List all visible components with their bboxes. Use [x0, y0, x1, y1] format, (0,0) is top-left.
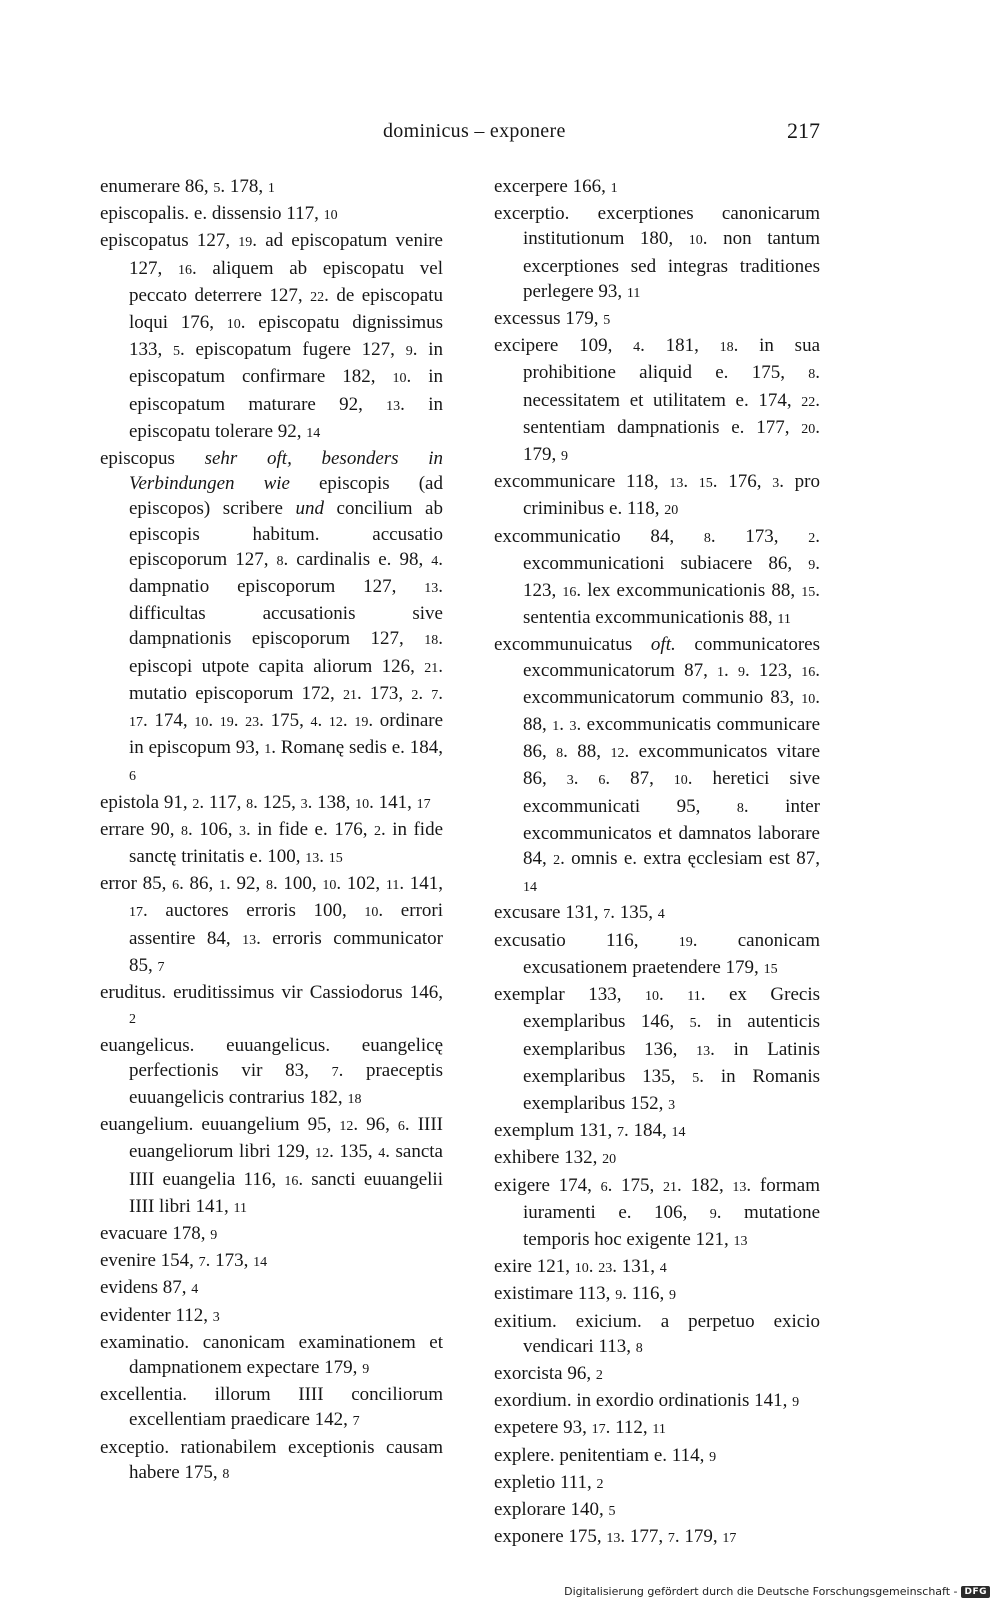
- index-entry: exorcista 96, 2: [494, 1362, 603, 1384]
- index-entry: excommunicare 118, 13. 15. 176, 3. pro criminibus e. 118, 20: [494, 471, 821, 520]
- index-entry: excipere 109, 4. 181, 18. in sua prohibitione aliquid e. 175, 8. necessitatem et utilitatem e. 174, 22. sententiam dampnationis e. 177, 20. 179, 9: [494, 335, 820, 466]
- index-entry: exemplum 131, 7. 184, 14: [494, 1120, 686, 1142]
- running-title: dominicus – exponere: [383, 120, 566, 142]
- footer-text: Digitalisierung gefördert durch die Deutsche Forschungsgemeinschaft -: [564, 1585, 958, 1598]
- index-entry: expetere 93, 17. 112, 11: [494, 1417, 666, 1439]
- index-entry: episcopus sehr oft, besonders in Verbindungen wie episcopis (ad episcopos) scribere und concilium ab episcopis habitum. accusatio episcoporum 127, 8. cardinalis e. 98, 4. dampnatio episcoporum 127, 13. difficultas accusationis sive dampnationis episcoporum 127, 18. episcopi utpote capita aliorum 126, 21. mutatio episcoporum 172, 21. 173, 2. 7. 17. 174, 10. 19. 23. 175, 4. 12. 19. ordinare in episcopum 93, 1. Romanę sedis e. 184, 6: [100, 448, 444, 785]
- index-entry: excessus 179, 5: [494, 308, 611, 330]
- index-entry: excusatio 116, 19. canonicam excusationem praetendere 179, 15: [494, 929, 820, 978]
- index-entry: excerptio. excerptiones canonicarum institutionum 180, 10. non tantum excerptiones sed integras traditiones perlegere 93, 11: [494, 203, 820, 302]
- index-entry: episcopalis. e. dissensio 117, 10: [100, 203, 338, 225]
- index-entry: eruditus. eruditissimus vir Cassiodorus 146, 2: [100, 982, 443, 1028]
- index-entry: exceptio. rationabilem exceptionis causam habere 175, 8: [100, 1436, 443, 1483]
- index-entry: exemplar 133, 10. 11. ex Grecis exemplaribus 146, 5. in autenticis exemplaribus 136, 13. in Latinis exemplaribus 135, 5. in Romanis exemplaribus 152, 3: [494, 984, 821, 1114]
- index-entry: explorare 140, 5: [494, 1498, 616, 1520]
- index-entry: episcopatus 127, 19. ad episcopatum venire 127, 16. aliquem ab episcopatu vel peccato deterrere 127, 22. de episcopatu loqui 176, 10. episcopatu dignissimus 133, 5. episcopatum fugere 127, 9. in episcopatum confirmare 182, 10. in episcopatum maturare 92, 13. in episcopatu tolerare 92, 14: [100, 230, 444, 442]
- index-entry: exhibere 132, 20: [494, 1147, 617, 1169]
- dfg-logo: DFG: [961, 1586, 990, 1598]
- index-entry: examinatio. canonicam examinationem et dampnationem expectare 179, 9: [100, 1331, 443, 1378]
- index-entry: existimare 113, 9. 116, 9: [494, 1283, 676, 1305]
- page-number: 217: [787, 118, 820, 143]
- index-entry: exordium. in exordio ordinationis 141, 9: [494, 1390, 800, 1412]
- index-entry: expletio 111, 2: [494, 1471, 604, 1493]
- index-entry: evacuare 178, 9: [100, 1222, 218, 1244]
- index-column-left: [100, 174, 443, 1487]
- index-entry: explere. penitentiam e. 114, 9: [494, 1444, 717, 1466]
- index-column-right: [494, 174, 820, 1551]
- index-entry: enumerare 86, 5. 178, 1: [100, 176, 275, 197]
- index-entry: excommunicatio 84, 8. 173, 2. excommunicationi subiacere 86, 9. 123, 16. lex excommunicationis 88, 15. sententia excommunicationis 88, 11: [494, 525, 821, 629]
- index-entry: error 85, 6. 86, 1. 92, 8. 100, 10. 102, 11. 141, 17. auctores erroris 100, 10. errori assentire 84, 13. erroris communicator 85, 7: [100, 873, 444, 976]
- index-entry: excommunuicatus oft. communicatores excommunicatorum 87, 1. 9. 123, 16. excommunicatorum communio 83, 10. 88, 1. 3. excommunicatis communicare 86, 8. 88, 12. excommunicatos vitare 86, 3. 6. 87, 10. heretici sive excommunicati 95, 8. inter excommunicatos et damnatos laborare 84, 2. omnis e. extra ęcclesiam est 87, 14: [494, 634, 821, 896]
- index-entry: errare 90, 8. 106, 3. in fide e. 176, 2. in fide sanctę trinitatis e. 100, 13. 15: [100, 818, 443, 868]
- index-entry: exponere 175, 13. 177, 7. 179, 17: [494, 1526, 737, 1548]
- index-entry: evenire 154, 7. 173, 14: [100, 1250, 268, 1272]
- index-entry: euangelium. euuangelium 95, 12. 96, 6. IIII euangeliorum libri 129, 12. 135, 4. sancta IIII euangelia 116, 16. sancti euuangelii IIII libri 141, 11: [100, 1114, 444, 1217]
- index-entry: exire 121, 10. 23. 131, 4: [494, 1256, 667, 1278]
- index-entry: excusare 131, 7. 135, 4: [494, 902, 665, 924]
- index-entry: excerpere 166, 1: [494, 176, 618, 197]
- digitization-footer: [564, 1585, 990, 1598]
- index-entry: evidenter 112, 3: [100, 1304, 220, 1326]
- index-entry: exitium. exicium. a perpetuo exicio vendicari 113, 8: [494, 1310, 820, 1357]
- index-entry: exigere 174, 6. 175, 21. 182, 13. formam iuramenti e. 106, 9. mutatione temporis hoc exigente 121, 13: [494, 1174, 821, 1250]
- index-entry: epistola 91, 2. 117, 8. 125, 3. 138, 10. 141, 17: [100, 791, 431, 813]
- index-entry: euangelicus. euuangelicus. euangelicę perfectionis vir 83, 7. praeceptis euuangelicis contrarius 182, 18: [100, 1034, 443, 1108]
- running-header: [100, 118, 820, 152]
- index-entry: evidens 87, 4: [100, 1277, 199, 1299]
- index-entry: excellentia. illorum IIII conciliorum excellentiam praedicare 142, 7: [100, 1384, 443, 1431]
